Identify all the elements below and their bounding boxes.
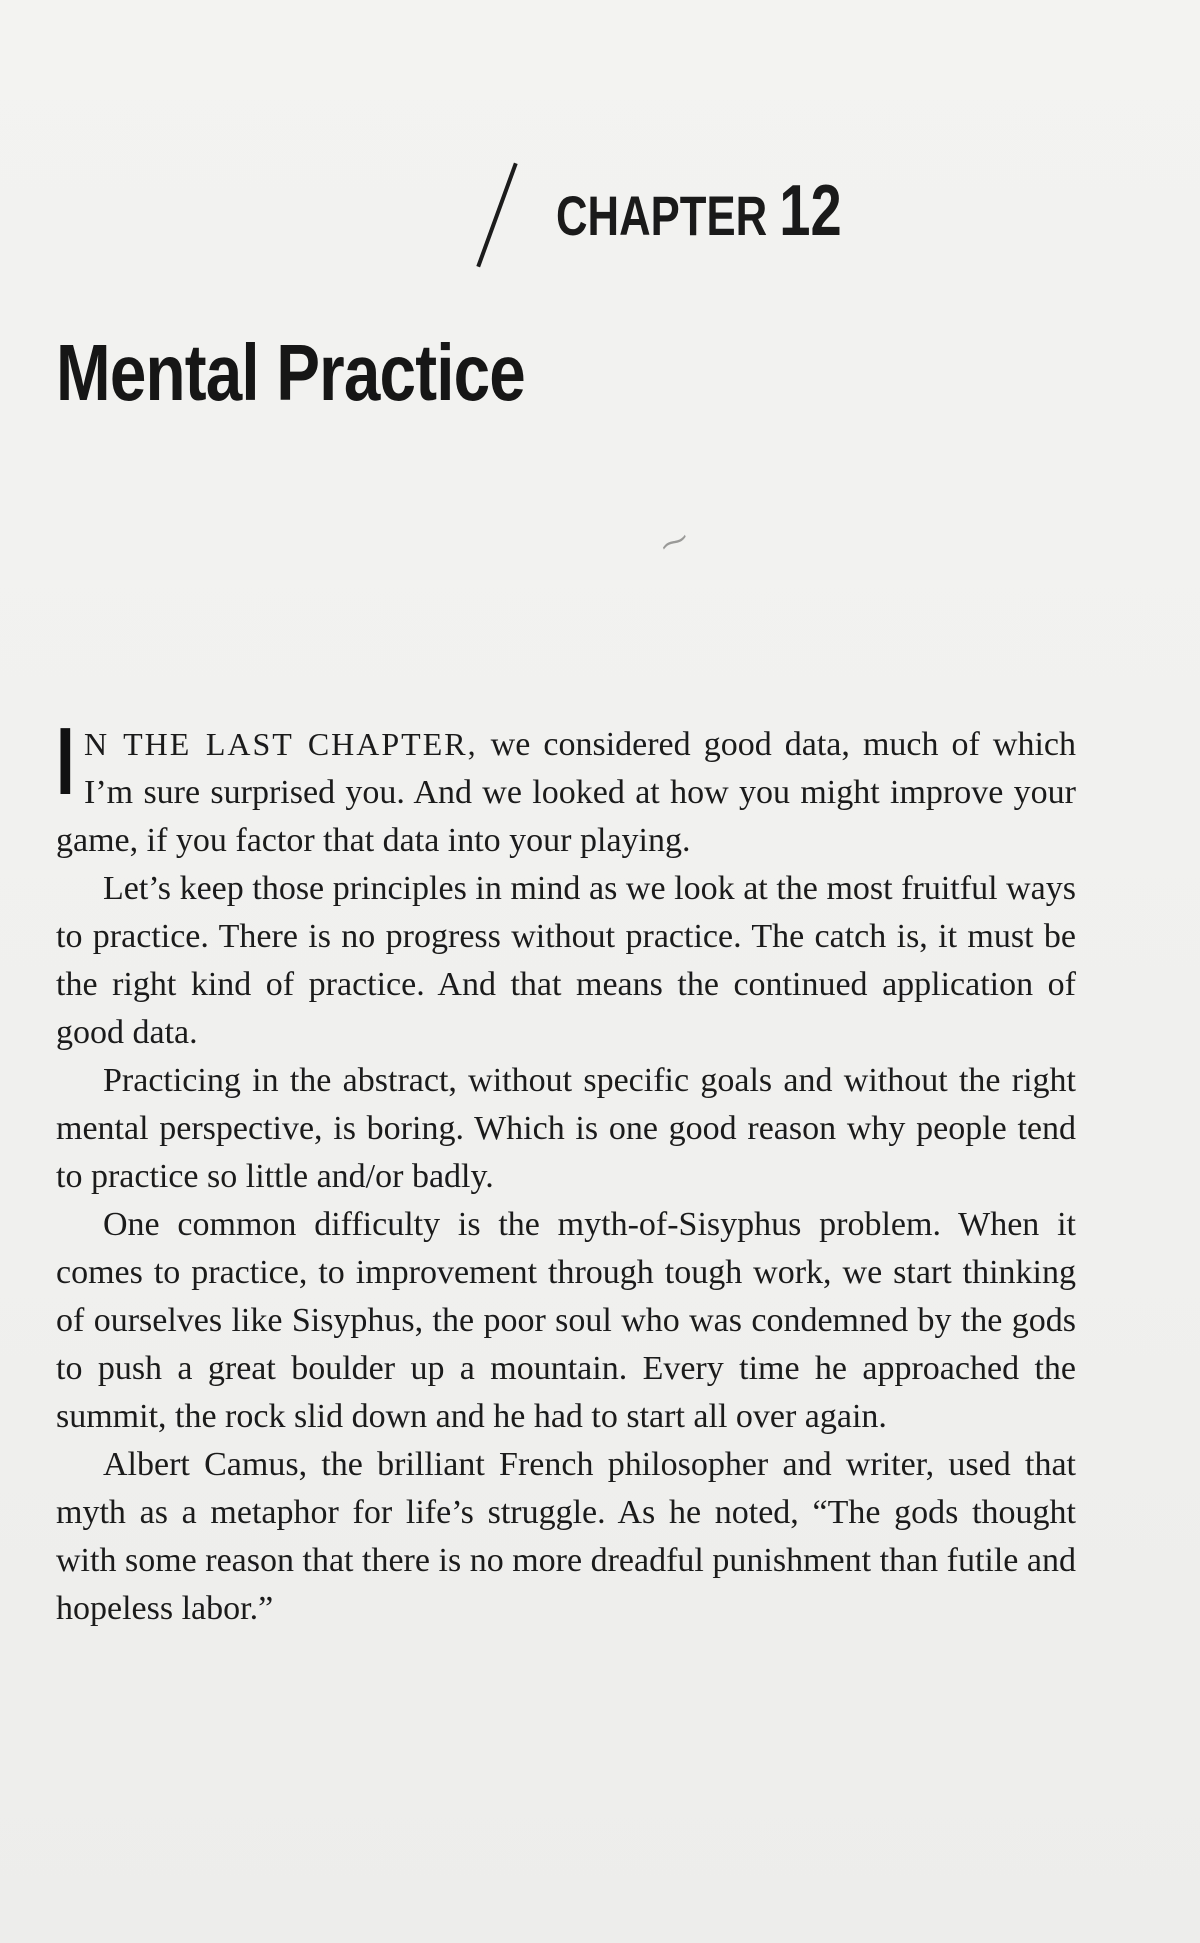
- lead-in-smallcaps: N THE LAST CHAPTER,: [84, 726, 478, 762]
- chapter-slash-ornament: [476, 163, 517, 268]
- paragraph-text: we considered good data, much of which I’m sure surprised you. And we looked at how you might improve your game, if you factor that data into your playing.: [56, 726, 1077, 859]
- chapter-label: CHAPTER: [556, 184, 768, 247]
- paragraph: Albert Camus, the brilliant French philosopher and writer, used that myth as a metaphor for life’s struggle. As he noted, “The gods thought with some reason that there is no more dreadful punishment than futile and hopeless labor.”: [56, 1446, 1076, 1627]
- chapter-heading: [556, 171, 842, 251]
- decorative-flourish: ⁓: [654, 520, 694, 563]
- paragraph: One common difficulty is the myth-of-Sisyphus problem. When it comes to practice, to improvement through tough work, we start thinking of ourselves like Sisyphus, the poor soul who was condemned by the gods to push a great boulder up a mountain. Every time he approached the summit, the rock slid down and he had to start all over again.: [56, 1206, 1076, 1435]
- drop-cap: I: [56, 708, 75, 815]
- chapter-body: [56, 708, 1077, 1633]
- chapter-title: Mental Practice: [56, 328, 525, 417]
- paragraph: Let’s keep those principles in mind as we look at the most fruitful ways to practice. There is no progress without practice. The catch is, it must be the right kind of practice. And that means the continued application of good data.: [56, 870, 1076, 1051]
- paragraph: [56, 708, 1077, 865]
- chapter-number: 12: [779, 171, 842, 251]
- paragraph: Practicing in the abstract, without specific goals and without the right mental perspective, is boring. Which is one good reason why people tend to practice so little and/or badly.: [56, 1062, 1076, 1195]
